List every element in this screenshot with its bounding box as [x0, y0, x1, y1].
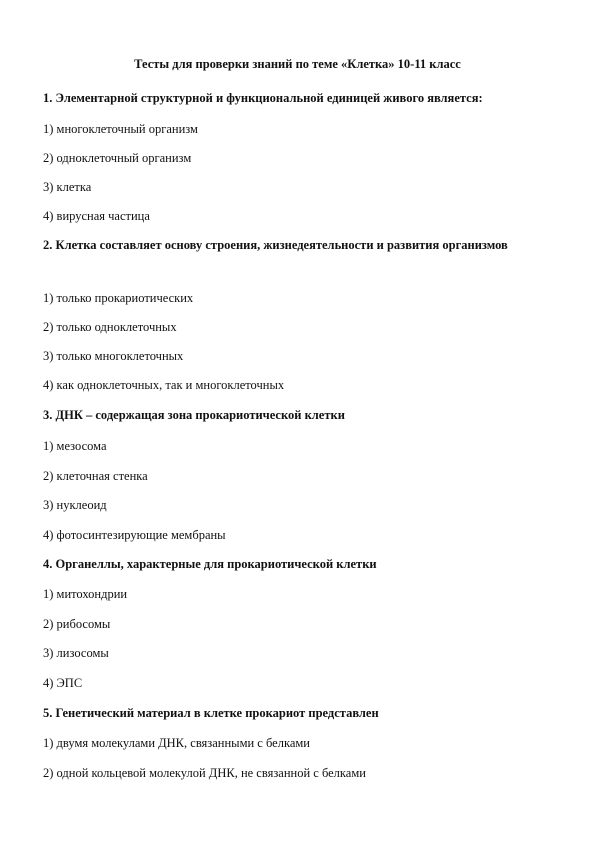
question-4: 4. Органеллы, характерные для прокариотической клетки [43, 557, 377, 571]
question-2: 2. Клетка составляет основу строения, жизнедеятельности и развития организмов [43, 238, 508, 252]
q4-option-4: 4) ЭПС [43, 676, 83, 690]
question-3: 3. ДНК – содержащая зона прокариотической клетки [43, 408, 345, 422]
q5-option-1: 1) двумя молекулами ДНК, связанными с белками [43, 736, 310, 750]
q3-option-3: 3) нуклеоид [43, 498, 107, 512]
q1-option-4: 4) вирусная частица [43, 209, 150, 223]
q2-option-3: 3) только многоклеточных [43, 349, 184, 363]
q1-option-2: 2) одноклеточный организм [43, 151, 192, 165]
q2-option-4: 4) как одноклеточных, так и многоклеточных [43, 378, 285, 392]
q5-option-2: 2) одной кольцевой молекулой ДНК, не связанной с белками [43, 766, 366, 780]
q4-option-3: 3) лизосомы [43, 646, 109, 660]
q3-option-2: 2) клеточная стенка [43, 469, 148, 483]
q4-option-2: 2) рибосомы [43, 617, 111, 631]
q1-option-1: 1) многоклеточный организм [43, 122, 198, 136]
q2-option-2: 2) только одноклеточных [43, 320, 177, 334]
q3-option-1: 1) мезосома [43, 439, 107, 453]
question-1: 1. Элементарной структурной и функциональной единицей живого является: [43, 91, 483, 105]
q2-option-1: 1) только прокариотических [43, 291, 194, 305]
question-5: 5. Генетический материал в клетке прокариот представлен [43, 706, 379, 720]
document-title: Тесты для проверки знаний по теме «Клетка» 10-11 класс [134, 57, 461, 71]
q1-option-3: 3) клетка [43, 180, 92, 194]
q4-option-1: 1) митохондрии [43, 587, 128, 601]
q3-option-4: 4) фотосинтезирующие мембраны [43, 528, 226, 542]
